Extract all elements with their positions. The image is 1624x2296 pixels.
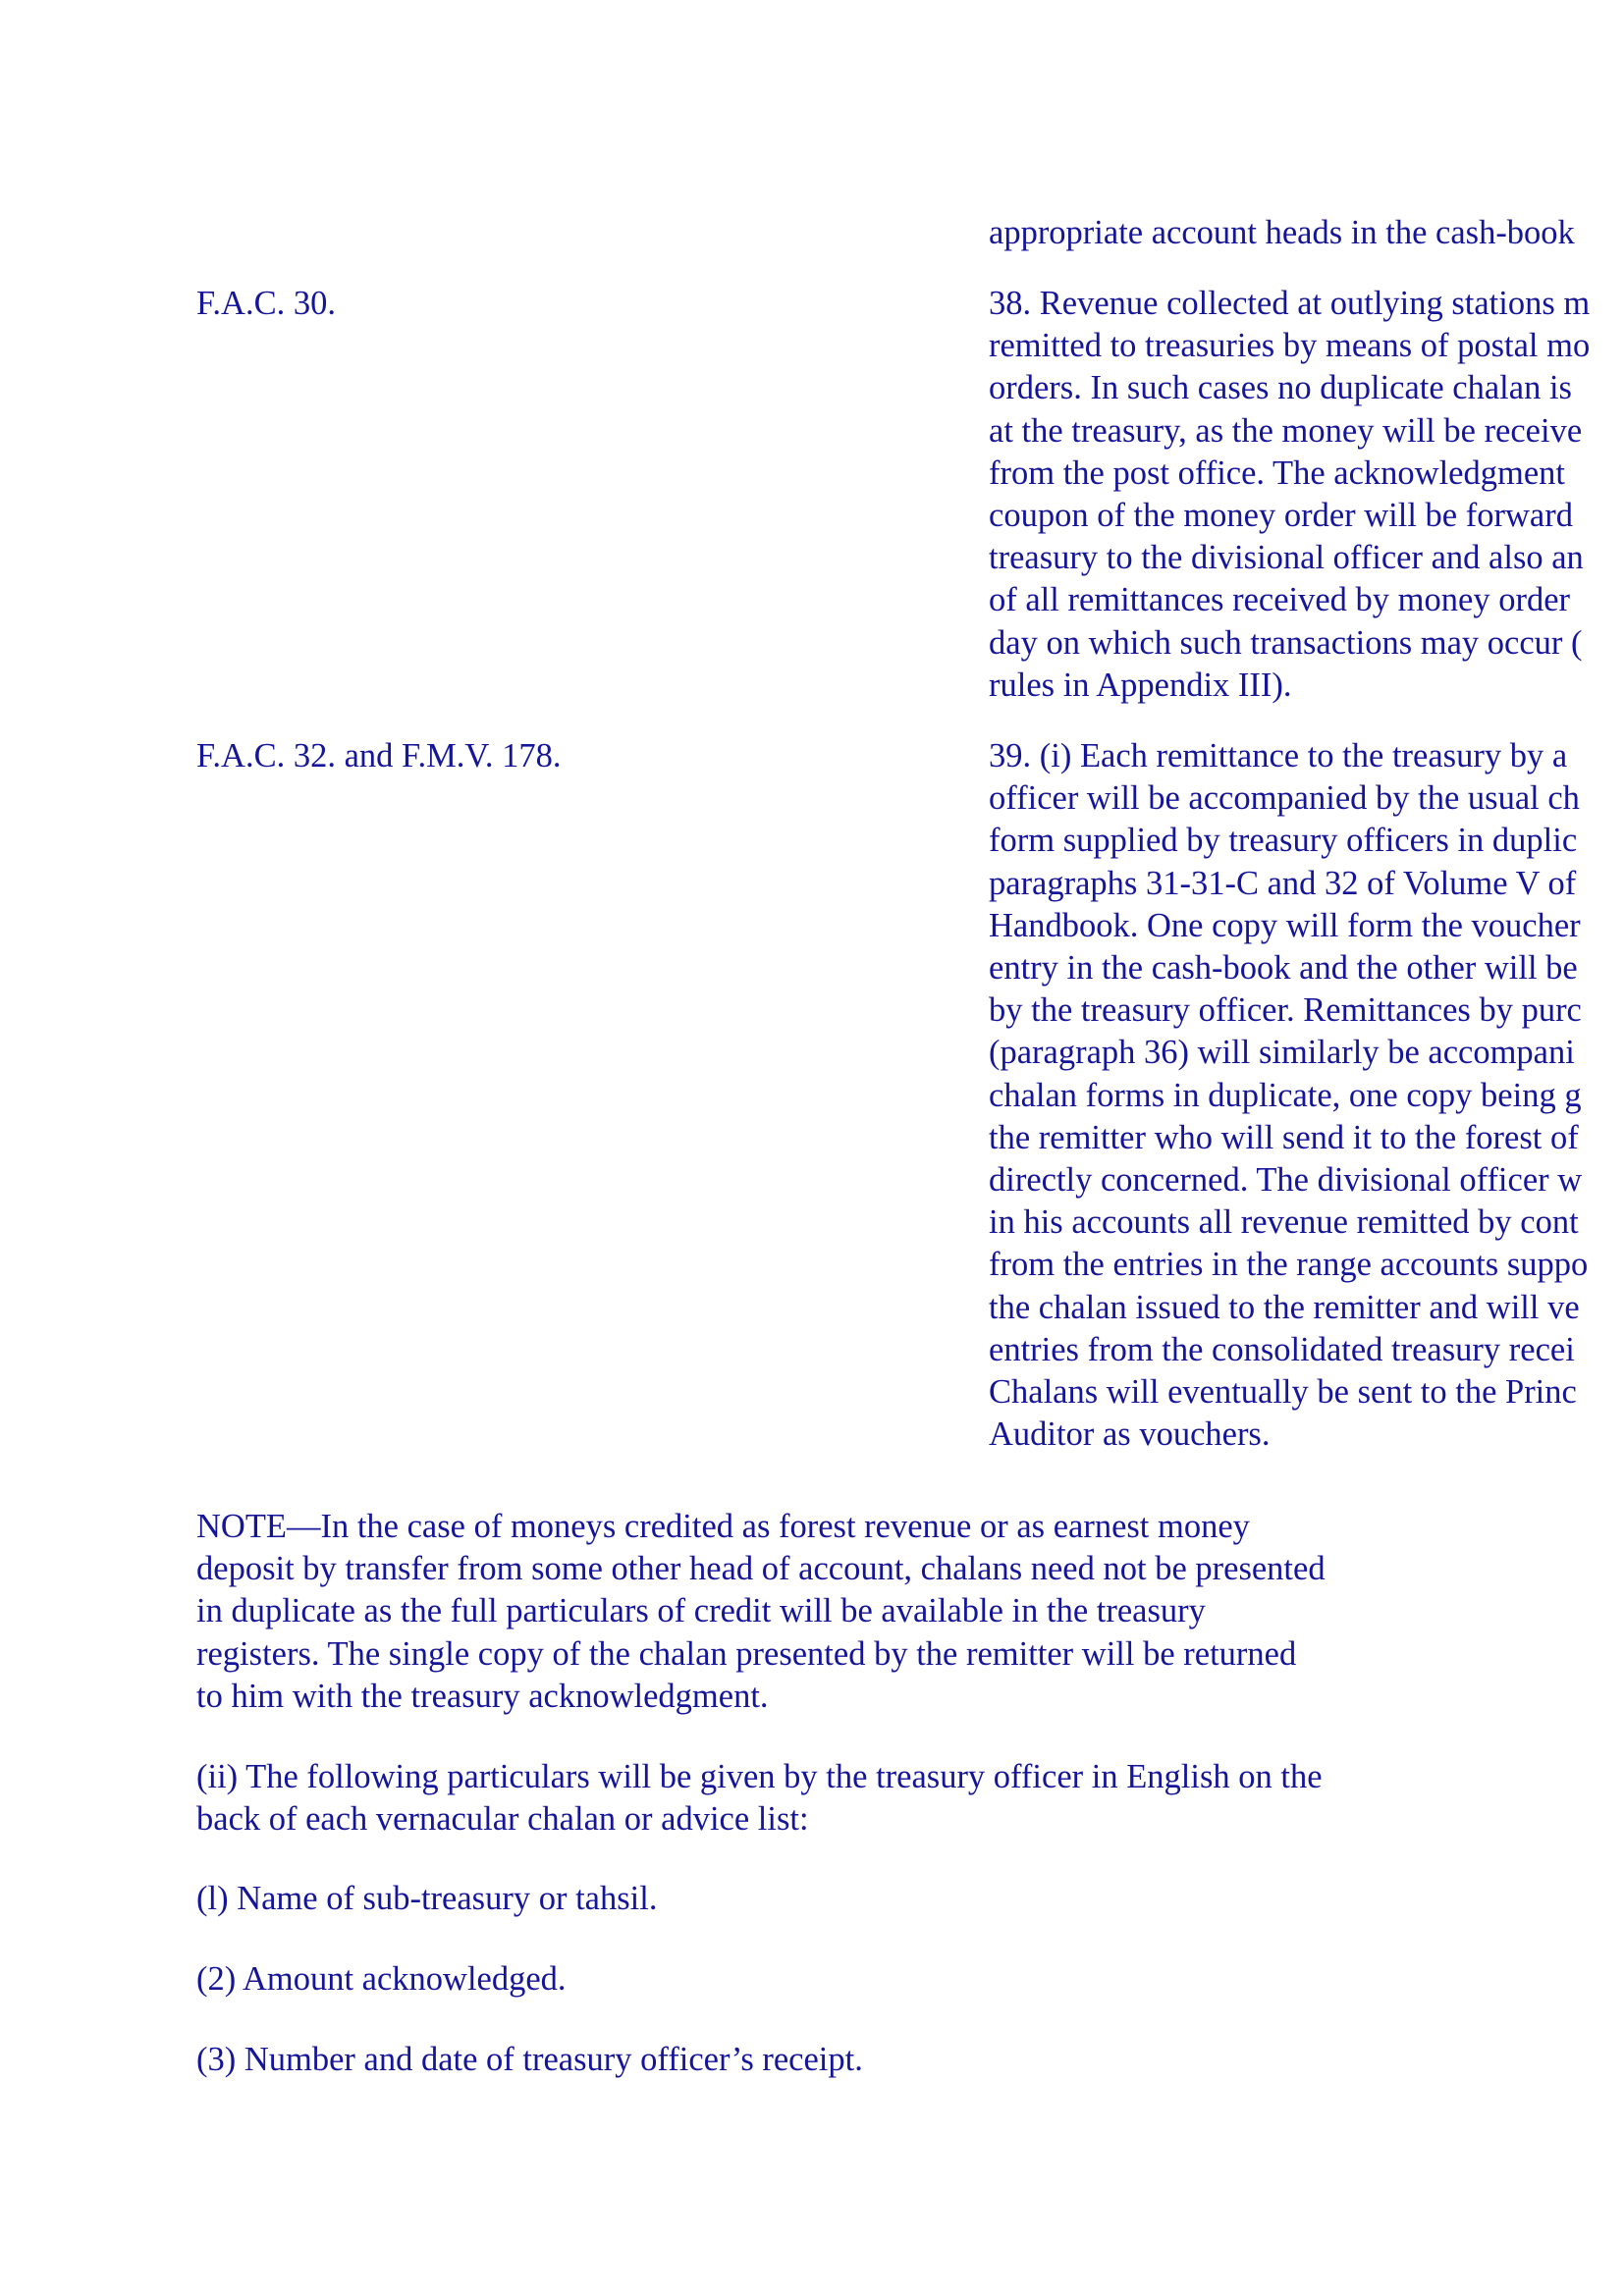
text-line: registers. The single copy of the chalan presented by the remitter will be returned [196,1634,1297,1673]
text-line: treasury to the divisional officer and also an [989,539,1584,577]
text-line: deposit by transfer from some other head of account, chalans need not be presented [196,1550,1326,1588]
text-line: (ii) The following particulars will be given by the treasury officer in English on the [196,1758,1323,1795]
text-line: from the post office. The acknowledgment [989,454,1565,492]
text-line: in duplicate as the full particulars of credit will be available in the treasury [196,1592,1206,1630]
particulars-item-2: (2) Amount acknowledged. [196,1960,567,1998]
text-line: NOTE—In the case of moneys credited as forest revenue or as earnest money [196,1508,1250,1545]
particulars-item-3: (3) Number and date of treasury officer’s receipt. [196,2041,863,2078]
text-line: 38. Revenue collected at outlying stations m [989,285,1591,322]
text-line: entries from the consolidated treasury recei [989,1330,1575,1368]
text-line: entry in the cash-book and the other will be [989,949,1578,988]
text-line: remitted to treasuries by means of postal mo [989,327,1591,365]
note-paragraph [196,1506,1473,1718]
continuation-paragraph [989,212,1624,254]
text-line: the chalan issued to the remitter and will ve [989,1288,1580,1326]
text-line: paragraphs 31-31-C and 32 of Volume V of [989,864,1577,902]
text-line: officer will be accompanied by the usual ch [989,779,1580,818]
text-line: at the treasury, as the money will be receive [989,411,1583,450]
text-line: Handbook. One copy will form the voucher [989,906,1581,944]
text-line: day on which such transactions may occur ( [989,623,1583,662]
margin-reference: F.A.C. 32. and F.M.V. 178. [196,737,562,774]
text-line: directly concerned. The divisional officer w [989,1161,1583,1200]
paragraph-38 [989,283,1624,707]
text-line: the remitter who will send it to the forest of [989,1118,1579,1156]
text-line: form supplied by treasury officers in duplic [989,822,1578,860]
margin-reference: F.A.C. 30. [196,285,336,322]
text-line: Chalans will eventually be sent to the Princ [989,1373,1577,1412]
text-line: rules in Appendix III). [989,666,1292,704]
text-line: (paragraph 36) will similarly be accompani [989,1034,1575,1072]
text-line: to him with the treasury acknowledgment. [196,1677,769,1715]
text-line: in his accounts all revenue remitted by cont [989,1203,1579,1242]
text-line: coupon of the money order will be forward [989,497,1573,535]
text-line: chalan forms in duplicate, one copy being g [989,1076,1582,1114]
text-line: Auditor as vouchers. [989,1415,1271,1454]
text-line: 39. (i) Each remittance to the treasury by a [989,737,1568,774]
text-line: from the entries in the range accounts suppo [989,1246,1589,1284]
text-line: back of each vernacular chalan or advice list: [196,1800,809,1839]
text-line: of all remittances received by money order [989,581,1570,619]
paragraph-39 [989,735,1624,1456]
text-line: appropriate account heads in the cash-book [989,214,1575,251]
text-line: orders. In such cases no duplicate chalan is [989,369,1572,407]
text-line: by the treasury officer. Remittances by purc [989,991,1582,1030]
particulars-item-1: (l) Name of sub-treasury or tahsil. [196,1880,658,1917]
particulars-intro-paragraph [196,1756,1473,1841]
